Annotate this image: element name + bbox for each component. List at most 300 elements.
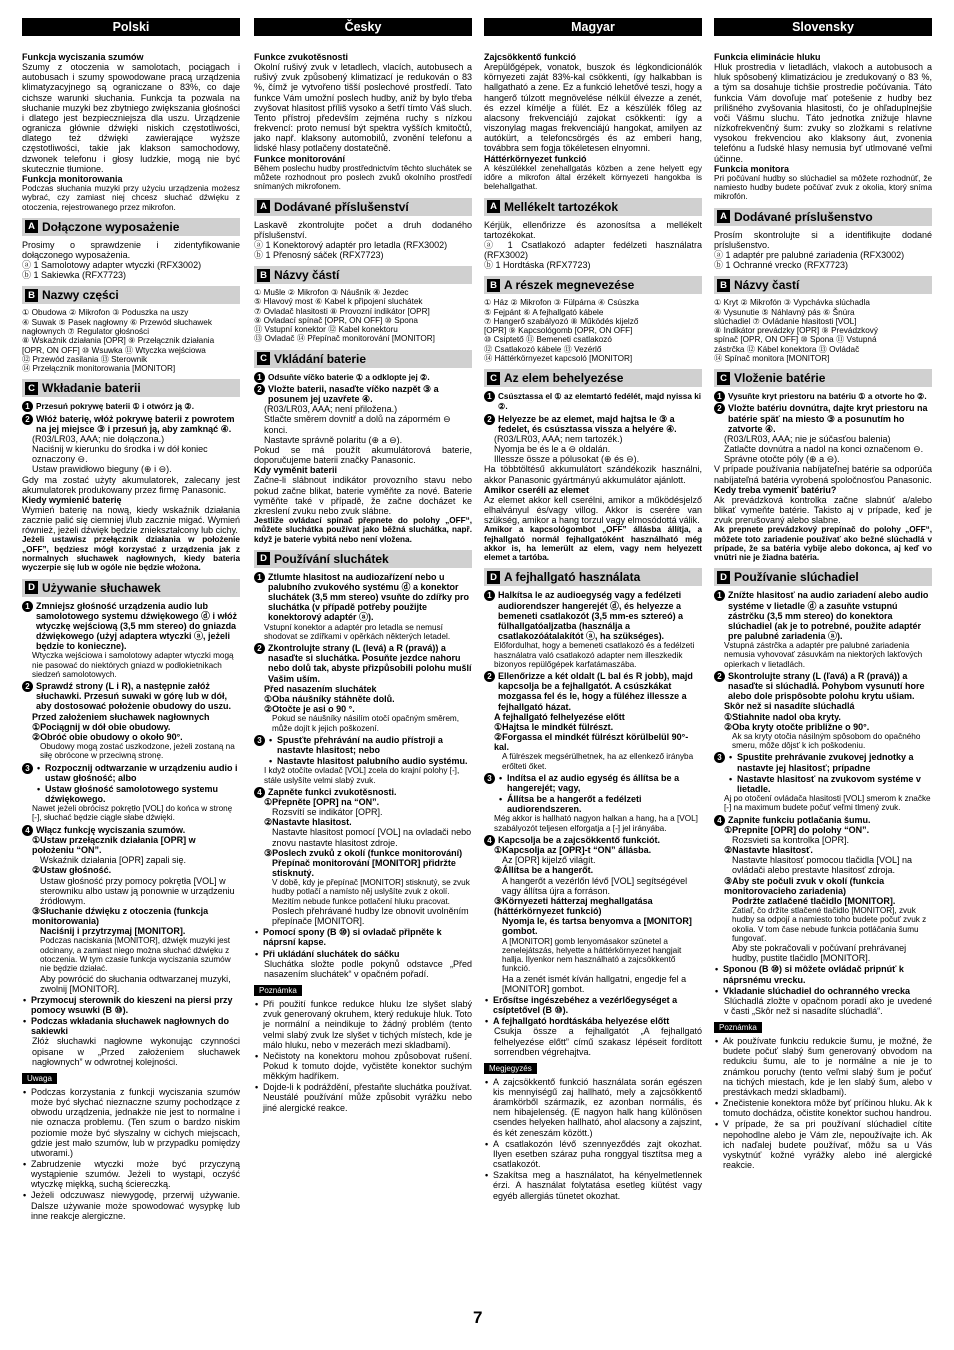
using-step-3-note: Aj po otočení ovládača hlasitosti [VOL] smerom k značke [-] na maximum budete počuť veľmi tlmený zvuk. (724, 794, 931, 813)
pouch-bullet: • Vkladanie slúchadiel do ochranného vrecka (714, 986, 932, 996)
pouch-bullet: • A fejhallgató hordtáskába helyezése előtt (484, 1016, 702, 1026)
before-wearing-title: A fejhallgató felhelyezése előtt (494, 711, 625, 722)
nc-on-step: ①Prepnite [OPR] do polohy “ON”. (724, 824, 870, 835)
text-span: Sprawdź strony (L i R), a następnie załóż słuchawki. Przesuń suwaki w górę lub w dół, aby dostosować położenie obudowy do uszu. (36, 681, 232, 712)
list-item: ⓑ 1 Hordtáska (RFX7723) (484, 260, 591, 271)
using-step-4 (254, 787, 472, 797)
using-step-1-note: Előfordulhat, hogy a bemeneti csatlakozó és a fedélzeti használatra való csatlakozó adapter nem illeszkedik bizonyos repülőgépek karfatámaszába. (494, 641, 695, 669)
text-span: • Spusťte přehrávání na audio přístroji a nastavte hlasitost; nebo (268, 735, 472, 755)
battery-when-title: Kdy vyměnit baterii (254, 465, 338, 476)
monitor-title: Funkcja monitorowania (22, 173, 123, 184)
list-item: ⓑ 1 Ochranné vrecko (RFX7723) (714, 260, 849, 271)
text-span: Wkładanie baterii (42, 381, 141, 396)
nc-on-step: ①Ustaw przełącznik działania [OPR] w położeniu “ON”. (32, 834, 196, 856)
section-accessories (714, 208, 932, 226)
before-wearing-title: Skôr než si nasadíte slúchadlá (724, 701, 855, 712)
battery-type: (R03/LR03, AAA; nie je súčasťou balenia) (724, 433, 891, 444)
text-span: Vloženie batérie (734, 371, 826, 386)
monitor-press: Naciśnij i przytrzymaj [MONITOR]. (40, 926, 186, 937)
before-wearing-1: ①Hajtsa le mindkét fülrészt. (494, 721, 614, 732)
battery-when-title: Kedy treba vymeniť batériu? (714, 484, 837, 495)
note-label: Megjegyzés (484, 1063, 537, 1074)
battery-polarity: Nastavte správně polaritu (⊕ a ⊖). (264, 434, 403, 445)
accessory-list (484, 240, 702, 270)
monitor-step: ③Környezeti hátterzaj meghallgatása (háttérkörnyezet funkció) (494, 895, 653, 917)
battery-off-note: Jestliže ovládací spínač přepnete do polohy „OFF“, můžete sluchátka používat jako běžná sluchátka, např. když je baterie vybitá nebo není vložena. (254, 516, 472, 544)
section-accessories (484, 198, 702, 216)
monitor-release: Aby ste pokračovali v počúvaní prehrávanej hudby, pustite tlačidlo [MONITOR]. (732, 943, 907, 964)
section-using (254, 550, 472, 568)
text-span: Helyezze be az elemet, majd hajtsa le ③ a fedelet, és csúsztassa vissza a helyére ④. (498, 413, 677, 434)
list-item: ① Obudowa ② Mikrofon ③ Poduszka na uszy (22, 308, 189, 318)
list-item: ⓐ 1 adaptér pre palubné zariadenia (RFX3002) (714, 249, 905, 260)
text-span: Znížte hlasitosť na audio zariadení alebo audio systéme v lietadle ⓓ a zasuňte vstupnú zástrčku (3,5 mm stereo) do konektora slúchadiel (ak je to potrebné, použite adaptér pre palubné zariadenia ⓐ). (728, 590, 929, 641)
parts-list (714, 298, 932, 363)
text-span: Zmniejsz głośność urządzenia audio lub samolotowego systemu dźwiękowego ⓓ i włóż wtyczkę wejściową (3,5 mm stereo) do gniazda dźwiękowego (użyj adaptera wtyczki ⓐ, jeżeli będzie to konieczne). (36, 600, 238, 652)
monitor-press: Podržte zatlačené tlačidlo [MONITOR]. (732, 895, 896, 906)
letter-c-icon: C (257, 352, 270, 365)
before-wearing-1: ①Oba náušníky stáhněte dolů. (264, 693, 395, 704)
step-1-icon: 1 (484, 590, 495, 601)
step-2-icon: 2 (484, 671, 495, 682)
list-item: ⓐ 1 Csatlakozó adapter fedélzeti használatra (RFX3002) (484, 239, 702, 260)
step-2-icon: 2 (714, 403, 725, 414)
list-item: • Nečistoty na konektoru mohou způsobovat rušení. Pokud k tomuto dojde, vyčistěte konektor suchým měkkým hadříkem. (254, 1051, 472, 1081)
section-using (714, 568, 932, 586)
step-2-icon: 2 (484, 414, 495, 425)
monitor-title: Funkcia monitora (714, 163, 790, 174)
monitor-note: Podczas naciskania [MONITOR], dźwięk muzyki jest odcinany, a zamiast niego można słuchać dźwięku z otoczenia. W tym czasie funkcja wyciszania szumów nie będzie działać. (40, 936, 231, 974)
using-step-4 (484, 835, 702, 845)
section-battery (484, 369, 702, 387)
pouch-text: Sluchátka složte podle pokynů odstavce „Před nasazením sluchátek“ v opačném pořadí. (264, 958, 472, 979)
before-wearing-2: ②Obróć obie obudowy o około 90°. (32, 731, 183, 742)
text-span: Ztlumte hlasitost na audiozařízení nebo u palubního zvukového systému ⓓ a konektor sluchátek (3,5 mm stereo) vsuňte do zdířky pro sluchátka (v případě potřeby použijte konektorový adaptér ⓐ). (268, 571, 470, 623)
list-item: [OPR] ⑨ Kapcsológomb [OPR, ON OFF] (484, 326, 633, 336)
letter-c-icon: C (487, 372, 500, 385)
letter-a-icon: A (25, 220, 38, 233)
list-item: • Dojde-li k podráždění, přestaňte sluchátka používat. Neustálé používání může způsobit vyrážku nebo jiné alergické reakce. (254, 1082, 472, 1112)
note-label: Poznámka (714, 1022, 762, 1033)
nc-title: Funkce zvukotěsnosti (254, 52, 349, 62)
battery-polarity: Ustaw prawidłowo bieguny (⊕ i ⊖). (32, 464, 172, 475)
list-item: ⑫ Przewód zasilania ⑬ Sterownik (22, 354, 148, 364)
battery-off-note: Amikor a kapcsológombot „OFF” állásba állítja, a fejhallgató normál fejhallgatóként használható még akkor is, ha lemerült az elem, vagy nem helyezett elemet a tartóba. (484, 525, 702, 563)
before-wearing-note: Ak sa kryty otočia násilným spôsobom do opačného smeru, môže dôjsť k ich poškodeniu. (732, 731, 921, 751)
using-step-3-note: Nawet jeżeli obrócisz pokrętło [VOL] do końca w stronę [-], słuchać będzie ciągle słabe dźwięki. (32, 804, 233, 823)
nc-text: Arepülőgépek, vonatok, buszok és légkondicionálók környezeti zaját 83%-kal csökkenti, így halkabban is hallgatható a zene. Ez a funkció lehetővé teszi, hogy a hangerő túlzott megnövelése nélkül élvezze a zenét, és ezzel kímélje a fülét. Ez a készülék főleg az alacsony frekvenciájú zajokat csökkenti: így a viszonylag magas frekvenciájú hangokat, amilyen az autókürt, a telefoncsörgés és az emberi hang, továbbra sem fogja tökéletesen elnyomni. (484, 62, 702, 154)
section-parts (254, 266, 472, 284)
letter-d-icon: D (25, 581, 38, 594)
step-4-icon: 4 (22, 825, 33, 836)
list-item: ⓑ 1 Sakiewka (RFX7723) (22, 270, 127, 281)
parts-list (484, 298, 702, 363)
battery-type: (R03/LR03, AAA; nie dołączona.) (32, 433, 165, 444)
note-list (254, 999, 472, 1113)
list-item: slúchadiel ⑦ Ovládanie hlasitosti [VOL] (714, 316, 857, 326)
monitor-text: Během poslechu hudby prostřednictvím těchto sluchátek se můžete rozhodnout pro poslech zvuků okolního prostředí snímaných mikrofonem. (254, 163, 472, 192)
clip-bullet: • Pomocí spony (B ⑩) si ovladač připněte k náprsní kapse. (254, 927, 472, 947)
list-item: ⓐ 1 Konektorový adaptér pro letadla (RFX3002) (254, 239, 448, 250)
battery-rechargeable: Ha többtöltésű akkumulátort szándékozik használni, akkor Panasonic gyártmányú akkumulátor ajánlott. (484, 464, 702, 485)
section-using (484, 568, 702, 586)
column-slovensky (714, 18, 932, 1333)
battery-press: Nyomja be és le a ⊖ oldalán. (494, 444, 611, 455)
nc-on-note: Rozsvieti sa kontrolka [OPR]. (732, 834, 850, 845)
nc-on-step: ①Přepněte [OPR] na “ON”. (264, 796, 380, 807)
text-span: Kapcsolja be a zajcsökkentő funkciót. (498, 834, 661, 845)
text-span: Csúsztassa el ① az elemtartó fedélét, majd nyissa ki ②. (498, 392, 702, 412)
nc-title: Zajcsökkentő funkció (484, 52, 577, 62)
list-item: ⑫ Csatlakozó kábele ⑬ Vezérlő (484, 344, 602, 354)
battery-polarity: Správne otočte póly (⊕ a ⊖). (724, 454, 840, 465)
note-label: Poznámka (254, 985, 302, 996)
list-item: • A csatlakozón lévő szennyeződés zajt okozhat. Ilyen esetben száraz puha ronggyal tisztítsa meg a csatlakozót. (484, 1139, 702, 1169)
text-span: Názvy častí (734, 278, 800, 293)
monitor-title: Funkce monitorování (254, 153, 346, 164)
letter-a-icon: A (717, 210, 730, 223)
text-span: Používanie slúchadiel (734, 570, 859, 585)
battery-press: Stlačte směrem dovnitř a dolů na zápormém ⊖ konci. (264, 414, 451, 435)
battery-rechargeable: V prípade používania nabíjateľnej batérie sa odporúča nabíjateľná batéria vyrobená spoločnosťou Panasonic. (714, 464, 932, 485)
battery-off-note: Ak prepnete prevádzkový prepínač do polohy „OFF“, môžete toto zariadenie používať ako bežné slúchadlá v prípade, že sa batéria vybije alebo dokonca, aj keď vo vnútri nie je žiadna batéria. (714, 525, 932, 563)
step-1-icon: 1 (714, 391, 725, 402)
section-accessories (22, 218, 240, 236)
monitor-note: V době, kdy je přepínač [MONITOR] stisknutý, se zvuk hudby potlačí a namísto něj uslyšíte zvuk z okolí. Mezitím nebude funkce potlačení hluku pracovat. (272, 878, 470, 906)
using-step-3 (22, 763, 240, 805)
step-2-icon: 2 (254, 384, 265, 395)
text-span: Používání sluchátek (274, 551, 389, 566)
accessories-text: Prosím skontrolujte si a identifikujte dodané príslušenstvo. (714, 229, 932, 250)
list-item: ⑭ Spínač monitora [MONITOR] (714, 353, 830, 363)
monitor-press: Přepínač monitorování [MONITOR] přidržte stisknutý. (272, 857, 456, 879)
before-wearing-title: Przed założeniem słuchawek nagłownych (32, 711, 210, 722)
note-list (22, 1087, 240, 1221)
step-2-icon: 2 (22, 414, 33, 425)
before-wearing-1: ①Pociągnij w dół obie obudowy. (32, 721, 171, 732)
letter-b-icon: B (717, 279, 730, 292)
monitor-text: A készülékkel zenehallgatás közben a zene helyett egy időre a mikrofon által érzékelt környezeti hangokba is belehallgathat. (484, 163, 702, 192)
using-step-3 (254, 735, 472, 766)
battery-step-1 (254, 372, 472, 382)
battery-when-title: Kiedy wymienić baterię (22, 494, 122, 505)
section-accessories (254, 198, 472, 216)
parts-list (22, 308, 240, 373)
list-item: ① Kryt ② Mikrofón ③ Vypchávka slúchadla (714, 298, 870, 308)
list-item: • Zabrudzenie wtyczki może być przyczyną wystąpienie szumów. Jeżeli to wystąpi, oczyść wtyczkę miękką, suchą ściereczką. (22, 1159, 240, 1189)
list-item: ⓐ 1 Samolotowy adapter wtyczki (RFX3002) (22, 260, 202, 271)
step-2-icon: 2 (254, 643, 265, 654)
using-step-1-note: Vstupní konektor a adaptér pro letadla se nemusí shodovat se zdířkami v opěrkách některých letadel. (264, 622, 451, 641)
clip-bullet: • Erősítse ingészebéhez a vezérlőegységet a csíptetővel (B ⑩). (484, 995, 702, 1015)
text-span: Przesuń pokrywę baterii ① i otwórz ją ②. (36, 402, 194, 412)
using-step-2 (484, 671, 702, 712)
step-1-icon: 1 (22, 601, 33, 612)
column-cesky (254, 18, 472, 1333)
letter-a-icon: A (257, 200, 270, 213)
letter-b-icon: B (487, 279, 500, 292)
step-4-icon: 4 (714, 815, 725, 826)
section-battery (254, 350, 472, 368)
step-3-icon: 3 (22, 763, 33, 774)
monitor-release: Aby powrócić do słuchania odtwarzanej muzyki, zwolnij [MONITOR]. (40, 973, 231, 994)
text-span: Zkontrolujte strany (L (levá) a R (pravá)) a nasaďte si sluchátka. Posuňte jezdce nahoru nebo dolů tak, abyste přizpůsobili polohu mušlí Vašim uším. (268, 643, 472, 684)
monitor-release: Ha a zenét ismét kíván hallgatni, engedje fel a [MONITOR] gombot. (502, 973, 687, 994)
text-span: Zapnite funkciu potlačania šumu. (728, 814, 871, 825)
accessories-text: Kérjük, ellenőrizze és azonosítsa a mellékelt tartozékokat. (484, 219, 702, 240)
battery-press: Zatlačte dovnútra a nadol na konci označenom ⊖. (724, 444, 924, 455)
step-1-icon: 1 (714, 590, 725, 601)
text-span: Vysuňte kryt priestoru na batériu ① a otvorte ho ②. (728, 392, 927, 402)
volume-note: Nastavte hlasitosť pomocou tlačidla [VOL] na ovládači alebo prestavte hlasitosť zdroja. (732, 855, 912, 876)
using-step-2 (22, 681, 240, 711)
list-item: ⑦ Hangerő szabályozó ⑧ Működés kijelző (484, 316, 639, 326)
battery-rechargeable: Gdy ma zostać użyty akumulatorek, zalecany jest akumulatorek produkowany przez firmę Panasonic. (22, 474, 240, 495)
text-span: • Nastavte hlasitosť na zvukovom systéme v lietadle. (728, 774, 932, 794)
text-span: Włącz funkcję wyciszania szumów. (36, 824, 186, 835)
list-item: ⑩ Csiptető ⑪ Bemeneti csatlakozó (484, 335, 612, 345)
note-list (714, 1036, 932, 1170)
text-span: Włóż baterię, włóż pokrywę baterii z powrotem na jej miejsce ③ i przesuń ją, aby zamknąć ④. (36, 413, 235, 434)
battery-press: Naciśnij w kierunku do środka i w dół koniec oznaczony ⊖. (32, 444, 208, 465)
text-span: • Spustite prehrávanie zvukovej jednotky a nastavte jej hlasitosť; prípadne (728, 752, 932, 772)
list-item: spínač [OPR, ON OFF] ⑩ Spona ⑪ Vstupná (714, 335, 877, 345)
before-wearing-title: Před nasazením sluchátek (264, 683, 377, 694)
using-step-3-note: Még akkor is hallható nagyon halkan a hang, ha a [VOL] szabályozót teljesen elforgatja a [-] jel irányába. (494, 814, 698, 833)
using-step-2 (714, 671, 932, 701)
battery-type: (R03/LR03, AAA; není přiložena.) (264, 404, 398, 415)
list-item: ⑧ Wskaźnik działania [OPR] ⑨ Przełącznik działania (22, 336, 215, 346)
battery-step-2 (484, 414, 702, 434)
list-item: • Při použití funkce redukce hluku lze slyšet slabý zvuk generovaný okruhem, který redukuje hluk. Toto je normální a neindikuje to žádný problém (tento velmi slabý zvuk lze slyšet v tichých místech, kde je málo hluku, nebo v mezerách mezi skladbami). (254, 999, 472, 1050)
battery-polarity: Illessze össze a pólusokat (⊕ és ⊖). (494, 454, 640, 465)
text-span: Nazwy części (42, 288, 119, 303)
battery-step-2 (22, 414, 240, 434)
battery-when-text: Az elemet akkor kell cserélni, amikor a működésjelző elhalványul és/vagy villog. Akkor is cserére van szükség, amikor a hang torzul vagy elmosódottá válik. (484, 494, 702, 526)
accessory-list (254, 240, 472, 260)
accessories-text: Prosimy o sprawdzenie i zidentyfikowanie dołączonego wyposażenia. (22, 239, 240, 260)
text-span: • Ustaw głośność samolotowego systemu dźwiękowego. (36, 784, 240, 804)
using-step-1 (714, 590, 932, 641)
letter-b-icon: B (25, 289, 38, 302)
nc-on-note: Az [OPR] kijelző világít. (502, 855, 596, 866)
volume-step: ②Nastavte hlasitosť. (724, 845, 813, 856)
battery-when-text: Začne-li slábnout indikátor provozního stavu nebo pokud začne blikat, baterie vyměňte za nové. Baterie vyměňte také v případě, že začne docházet ke zkreslení zvuku nebo zvuk slábne. (254, 475, 472, 516)
step-3-icon: 3 (484, 773, 495, 784)
text-span: Dodávané príslušenstvo (734, 209, 873, 224)
text-span: Zapněte funkci zvukotěsnosti. (268, 786, 397, 797)
letter-b-icon: B (257, 269, 270, 282)
text-span: • Nastavte hlasitost palubního audio systému. (268, 756, 472, 766)
nc-title: Funkcia eliminácie hluku (714, 52, 821, 62)
step-1-icon: 1 (254, 572, 265, 583)
text-span: Używanie słuchawek (42, 580, 161, 595)
using-step-4 (714, 815, 932, 825)
page-number: 7 (473, 1308, 483, 1327)
before-wearing-note: Obudowy mogą zostać uszkodzone, jeżeli zostaną na siłę obrócone w przeciwną stronę. (40, 742, 235, 761)
text-span: A részek megnevezése (504, 278, 635, 293)
text-span: • Állítsa be a hangerőt a fedélzeti audiorendszeren. (498, 794, 702, 814)
volume-note: A hangerőt a vezérlőn lévő [VOL] segítségével vagy állítsa újra a forráson. (502, 875, 688, 896)
battery-when-text: Ak prevádzková kontrolka začne slabnúť a/alebo blikať vymeňte batérie. Takisto aj v prípade, keď je zvuk prerušovaný alebo slabne. (714, 494, 932, 526)
column-magyar (484, 18, 702, 1333)
letter-d-icon: D (257, 552, 270, 565)
section-battery (714, 369, 932, 387)
using-step-1-note: Vstupná zástrčka a adaptér pre palubné zariadenia nemusia vyhovovať zásuvkám na niektorých lakťových opierkach v lietadlách. (724, 641, 923, 669)
language-header: Česky (254, 18, 472, 36)
step-3-icon: 3 (714, 752, 725, 763)
using-step-3 (484, 773, 702, 815)
nc-title: Funkcja wyciszania szumów (22, 52, 144, 62)
parts-list (254, 288, 472, 344)
monitor-title: Háttérkörnyezet funkció (484, 153, 587, 164)
list-item: ① Mušle ② Mikrofon ③ Náušník ④ Jezdec (254, 288, 409, 298)
using-step-1 (22, 601, 240, 652)
nc-on-note: Rozsvítí se indikátor [OPR]. (272, 807, 383, 818)
using-step-3 (714, 752, 932, 794)
pouch-text: Złóż słuchawki nagłowne wykonując czynności opisane w „Przed założeniem słuchawek nagłownych” w odwrotnej kolejności. (32, 1036, 240, 1067)
section-battery (22, 379, 240, 397)
text-span: Mellékelt tartozékok (504, 199, 619, 214)
volume-step: ②Állítsa be a hangerőt. (494, 865, 594, 876)
using-step-3-note: I když otočíte ovladač [VOL] zcela do krajní polohy [-], stále uslyšíte velmi slabý zvuk. (264, 766, 460, 785)
pouch-text: Csukja össze a fejhallgatót „A fejhallgató felhelyezése előtt” című szakasz lépéseit fordított sorrendben végrehajtva. (494, 1026, 702, 1057)
list-item: • Znečistenie konektora môže byť príčinou hluku. Ak k tomuto dochádza, očistite konektor suchou handrou. (714, 1098, 932, 1118)
monitor-text: Podczas słuchania muzyki przy użyciu urządzenia możesz wybrać, czy zamiast niej chcesz słuchać dźwięku z otoczenia, rejestrowanego przez mikrofon. (22, 184, 240, 212)
list-item: • Szakítsa meg a használatot, ha kényelmetlennek érzi. A használat folytatása esetleg kiütést vagy egyéb allergiás tünetet okozhat. (484, 1170, 702, 1200)
nc-text: Hluk prostredia v lietadlách, vlakoch a autobusoch a hluk spôsobený klimatizáciou je zredukovaný o 83 %, a tým sa dosahuje tichšie prostredie počúvania. Táto funkcia Vám dovoľuje mať potešenie z hudby bez prílišného zvyšovania hlasitosti, čo je ohľaduplnejšie voči Vášmu sluchu. Táto jednotka znižuje hlavne nízkofrekvenčný šum: zvuky so zložkami s relatívne vysokou frekvenciou ako klaksony áut, zvonenia telefónu a ľudské hlasy nemusia byť utlmované veľmi účinne. (714, 62, 932, 164)
using-step-1 (484, 590, 702, 641)
list-item: ⑪ Vstupní konektor ⑫ Kabel konektoru (254, 325, 398, 335)
step-4-icon: 4 (254, 787, 265, 798)
nc-on-step: ①Kapcsolja az [OPR]-t “ON” állásba. (494, 845, 652, 856)
before-wearing-note: A fülrészek megsérülhetnek, ha az ellenkező irányba erőlteti őket. (502, 752, 694, 771)
list-item: ⑤ Fejpánt ⑥ A fejhallgató kábele (484, 307, 604, 317)
step-3-icon: 3 (254, 735, 265, 746)
nc-on-note: Wskaźnik działania [OPR] zapali się. (40, 855, 187, 866)
list-item: • A zajcsökkentő funkció használata során egészen kis mennyiségű zaj hallható, mely a zajcsökkentő áramkörből származik, ez azonban normális, és nem hibajelenség. (E nagyon halk hang különösen csendes helyeken hallható, ahol alacsony a zajszint, és két zeneszám között.) (484, 1077, 702, 1138)
text-span: Vkládání baterie (274, 351, 367, 366)
using-step-1-note: Wtyczka wejściowa i samolotowy adapter wtyczki mogą nie pasować do niektórych gniazd w podłokietnikach siedzeń samolotowych. (32, 651, 234, 679)
letter-d-icon: D (717, 571, 730, 584)
letter-c-icon: C (717, 372, 730, 385)
list-item: ⑬ Ovladač ⑭ Přepínač monitorování [MONITOR] (254, 334, 435, 344)
text-span: Názvy částí (274, 268, 340, 283)
language-header: Polski (22, 18, 240, 36)
battery-rechargeable: Pokud se má použít akumulátorová baterie, doporučujeme baterii značky Panasonic. (254, 444, 472, 466)
using-step-1 (254, 572, 472, 623)
clip-bullet: • Przymocuj sterownik do kieszeni na piersi przy pomocy wsuwki (B ⑩). (22, 995, 240, 1015)
volume-step: ②Ustaw głośność. (32, 865, 112, 876)
monitor-note: A [MONITOR] gomb lenyomásakor szünetel a zenelejátszás, helyette a háttérkörnyezet hangjait hallja. Ilyenkor nem használható a zajcsökkentő funkció. (502, 936, 682, 974)
pouch-bullet: • Při ukládání sluchátek do sáčku (254, 949, 472, 959)
accessory-list (22, 260, 240, 280)
list-item: ① Ház ② Mikrofon ③ Fülpárna ④ Csúszka (484, 298, 639, 308)
list-item: ⓑ 1 Přenosný sáček (RFX7723) (254, 249, 384, 260)
pouch-text: Slúchadlá zložte v opačnom poradí ako je uvedené v časti „Skôr než si nasadíte slúchadlá“. (724, 995, 932, 1016)
list-item: ⑭ Przełącznik monitorowania [MONITOR] (22, 364, 176, 374)
text-span: Ellenőrizze a két oldalt (L bal és R jobb), majd kapcsolja be a fejhallgatót. A csúszkákat mozgassa fel és le, hogy a füléhez illessze a fejhallgató házat. (498, 671, 693, 712)
list-item: • Jeżeli odczuwasz niewygodę, przerwij używanie. Dalsze używanie może spowodować wysypkę lub inne reakcje alergiczne. (22, 1190, 240, 1220)
list-item: ⑧ Indikátor prevádzky [OPR] ⑨ Prevádzkový (714, 326, 878, 336)
before-wearing-2: ②Forgassa el mindkét fülrészt körülbelül 90°-kal. (494, 731, 689, 753)
volume-step: ②Nastavte hlasitost. (264, 817, 352, 828)
monitor-text: Pri počúvaní hudby so slúchadiel sa môžete rozhodnúť, že namiesto hudby budete počúvať zvuk z okolia, ktorý sníma mikrofón. (714, 173, 932, 202)
step-1-icon: 1 (22, 401, 33, 412)
language-header: Magyar (484, 18, 702, 36)
battery-step-1 (714, 391, 932, 401)
note-label: Uwaga (22, 1073, 57, 1084)
battery-off-note: Jeżeli ustawisz przełącznik działania w położenie „OFF”, będziesz mógł korzystać z urządzenia jak z normalnych słuchawek nagłownych, kiedy bateria wyczerpie się lub w ogóle nie będzie włożona. (22, 535, 240, 573)
battery-step-1 (484, 391, 702, 412)
text-span: Vložte baterii, nasaďte víčko nazpět ③ a posunem jej uzavřete ④. (268, 384, 439, 405)
list-item: ⑭ Háttérkörnyezet kapcsoló [MONITOR] (484, 353, 633, 363)
text-span: Dołączone wyposażenie (42, 219, 180, 234)
battery-step-2 (254, 384, 472, 404)
battery-step-2 (714, 403, 932, 433)
step-1-icon: 1 (484, 391, 495, 402)
pouch-bullet: • Podczas wkładania słuchawek nagłownych do sakiewki (22, 1016, 240, 1036)
letter-c-icon: C (25, 382, 38, 395)
list-item: nagłownych ⑦ Regulator głośności (22, 326, 150, 336)
list-item: ⑨ Ovladací spínač [OPR, ON OFF] ⑩ Spona (254, 315, 418, 325)
monitor-step: ③Słuchanie dźwięku z otoczenia (funkcja monitorowania) (32, 905, 209, 927)
nc-text: Okolní rušivý zvuk v letadlech, vlacích, autobusech a rušivý zvuk způsobený klimatizací je redukován o 83 %, čímž je vytvořeno tišší poslechové prostředí. Tato funkce Vám umožní poslech hudby, aniž by bylo třeba zvyšovat hlasitost příliš vysoko a šetří tímto Váš sluch. Tento přístroj především zejména ruchy s nízkou frekvencí: proto nemusí být spektra vyšších kmitočtů, jako např. klaksony automobilů, zvonění telefonu a lidské hlasy potlačeny dostatečně. (254, 62, 472, 154)
clip-bullet: • Sponou (B ⑩) si môžete ovládač pripnúť k náprsnému vrecku. (714, 964, 932, 984)
before-wearing-2: ②Otočte je asi o 90 °. (264, 704, 355, 715)
step-4-icon: 4 (484, 835, 495, 846)
monitor-note: Zatiaľ, čo držíte stlačené tlačidlo [MONITOR], zvuk hudby sa odpojí a namiesto toho budete počuť zvuk z okolia. V tom čase nebude funkcia potláčania šumu fungovať. (732, 905, 927, 943)
text-span: Az elem behelyezése (504, 371, 624, 386)
language-header: Slovensky (714, 18, 932, 36)
list-item: • Ak používate funkciu redukcie šumu, je možné, že budete počuť slabý šum generovaný obvodom na redukciu šumu, ale to je normálne a nie je to známkou poruchy (tento veľmi slabý šum je počuť na tichých miestach, kde je len slabý šum, alebo v prestávkach medzi skladbami). (714, 1036, 932, 1097)
nc-text: Szumy z otoczenia w samolotach, pociągach i autobusach i szumy spowodowane pracą urządzenia klimatyzacyjnego są ograniczane o 83%, co daje cichsze warunki słuchania. Funkcja ta pozwala na słuchanie muzyki bez zbytniego zwiększania głośności i dlatego jest bezpieczniejsza dla uszu. Urządzenie ogranicza głównie dźwięki niskich częstotliwości, dlatego też dźwięki zawierające wyższe częstotliwości, takie jak klakson samochodowy, dzwonek telefonu i głosy ludzkie, mogą nie być skutecznie tłumione. (22, 62, 240, 174)
battery-type: (R03/LR03, AAA; nem tartozék.) (494, 434, 623, 444)
using-step-2 (254, 643, 472, 684)
letter-a-icon: A (487, 200, 500, 213)
list-item: [OPR, ON OFF] ⑩ Wsuwka ⑪ Wtyczka wejściowa (22, 345, 206, 355)
text-span: Odsuňte víčko baterie ① a odklopte jej ②. (268, 372, 430, 382)
text-span: Halkítsa le az audioegység vagy a fedélzeti audiorendszer hangerejét ⓓ, és helyezze a bemeneti csatlakozót (3,5 mm-es sztereó) a fülhallgatóaljzatba (használja a csatlakozóátalakítót ⓐ, ha szükséges). (498, 590, 684, 642)
before-wearing-2: ②Oba kryty otočte približne o 90°. (724, 721, 870, 732)
text-span: Dodávané příslušenství (274, 199, 409, 214)
text-span: A fejhallgató használata (504, 570, 641, 585)
before-wearing-1: ①Stiahnite nadol oba kryty. (724, 711, 841, 722)
list-item: • V prípade, že sa pri používaní slúchadiel cítite nepohodlne alebo je Vám zle, nepoužívajte ich. Ak ich naďalej budete používať, môžu sa u Vás vyskytnúť kožné vyrážky alebo iné alergické reakcie. (714, 1119, 932, 1170)
letter-d-icon: D (487, 571, 500, 584)
section-parts (714, 276, 932, 294)
before-wearing-note: Pokud se náušníky násilím otočí opačným směrem, může dojít k jejich poškození. (272, 714, 460, 733)
volume-note: Nastavte hlasitost pomocí [VOL] na ovladači nebo znovu nastavte hlasitost zdroje. (272, 827, 472, 848)
manual-page (22, 18, 942, 1338)
step-1-icon: 1 (254, 372, 265, 383)
step-2-icon: 2 (714, 671, 725, 682)
monitor-press: Nyomja le, és tartsa benyomva a [MONITOR] gombot. (502, 916, 692, 937)
accessories-text: Laskavě zkontrolujte počet a druh dodaného příslušenství. (254, 219, 472, 240)
list-item: ⑦ Ovladač hlasitosti ⑧ Provozní indikátor [OPR] (254, 306, 430, 316)
monitor-step: ③Poslech zvuků z okolí (funkce monitorování) (264, 847, 463, 858)
using-step-4 (22, 825, 240, 835)
battery-when-title: Amikor cseréli az elemet (484, 484, 590, 495)
battery-step-1 (22, 401, 240, 411)
note-list (484, 1077, 702, 1201)
monitor-release: Poslech přehrávané hudby lze obnovit uvolněním přepínače [MONITOR]. (272, 905, 469, 927)
list-item: • Podczas korzystania z funkcji wyciszania szumów może być słychać nieznaczne szumy pochodzące z obwodu urządzenia, jednakże nie jest to normalne i nie oznacza problemu. (Ten szum o bardzo niskim poziomie może być słyszalny w cichych miejscach, gdzie jest mało szumów, lub w przypadku pomiędzy utworami.) (22, 1087, 240, 1158)
text-span: Vložte batériu dovnútra, dajte kryt priestoru na batérie späť na miesto ③ a posunutím ho zatvorte ④. (728, 403, 928, 434)
section-parts (484, 276, 702, 294)
section-using (22, 579, 240, 597)
column-polski (22, 18, 240, 1333)
